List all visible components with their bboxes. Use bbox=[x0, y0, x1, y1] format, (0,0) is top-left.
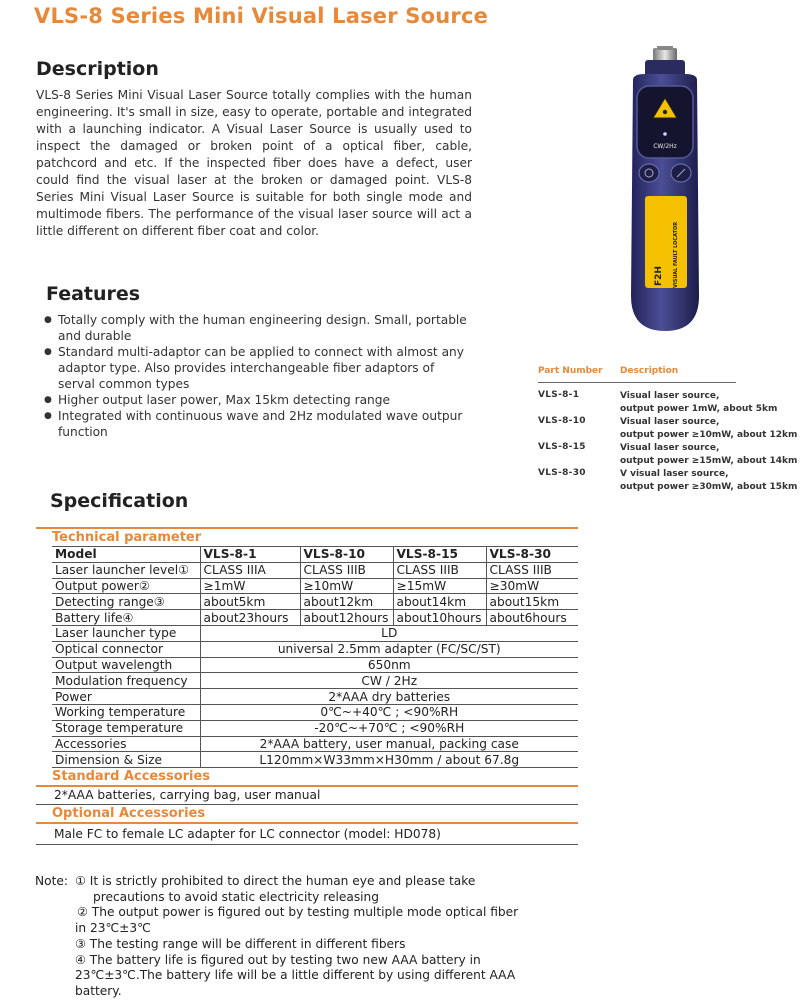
spec-cell: -20℃~+70℃ ; <90%RH bbox=[200, 720, 578, 736]
feature-item: ● Totally comply with the human engineering design. Small, portable and durable bbox=[44, 312, 474, 344]
part-desc-line: output power ≥30mW, about 15km bbox=[620, 482, 798, 492]
specification-table-block bbox=[36, 527, 578, 845]
spec-cell: ≥15mW bbox=[393, 578, 486, 594]
notes bbox=[35, 874, 535, 1000]
table-row bbox=[52, 610, 578, 626]
features-heading: Features bbox=[46, 283, 141, 305]
feature-item: ● Higher output laser power, Max 15km detecting range bbox=[44, 392, 474, 408]
spec-cell: Storage temperature bbox=[52, 720, 200, 736]
spec-cell: about5km bbox=[200, 594, 300, 610]
spec-cell: Detecting range③ bbox=[52, 594, 200, 610]
specification-heading: Specification bbox=[50, 490, 189, 512]
spec-cell: Output wavelength bbox=[52, 657, 200, 673]
part-desc-line: output power ≥15mW, about 14km bbox=[620, 456, 798, 466]
note-line: precautions to avoid static electricity releasing bbox=[93, 889, 380, 904]
optional-accessories-text: Male FC to female LC adapter for LC connector (model: HD078) bbox=[36, 824, 578, 845]
spec-table bbox=[52, 546, 578, 768]
table-row bbox=[52, 689, 578, 705]
spec-cell: L120mm×W33mm×H30mm / about 67.8g bbox=[200, 752, 578, 768]
note-line: ① It is strictly prohibited to direct the human eye and please take bbox=[75, 874, 476, 888]
table-row bbox=[52, 578, 578, 594]
description-heading: Description bbox=[36, 58, 159, 80]
spec-cell: about6hours bbox=[486, 610, 578, 626]
table-row bbox=[52, 720, 578, 736]
spec-cell: LD bbox=[200, 625, 578, 641]
spec-cell: Dimension & Size bbox=[52, 752, 200, 768]
note-line: in 23℃±3℃ bbox=[75, 921, 151, 936]
part-description-header: Description bbox=[620, 366, 679, 376]
spec-cell: Accessories bbox=[52, 736, 200, 752]
device-side-label: VISUAL FAULT LOCATOR bbox=[673, 221, 679, 288]
model-row bbox=[52, 547, 578, 563]
standard-accessories-text: 2*AAA batteries, carrying bag, user manual bbox=[36, 787, 578, 805]
technical-parameter-heading: Technical parameter bbox=[52, 530, 202, 545]
spec-cell: 0℃~+40℃ ; <90%RH bbox=[200, 704, 578, 720]
spec-cell: Output power② bbox=[52, 578, 200, 594]
notes-label: Note: bbox=[35, 874, 68, 888]
feature-item: ● Standard multi-adaptor can be applied to connect with almost any adaptor type. Also provides interchangeable fiber adaptors of serval common types bbox=[44, 344, 474, 392]
spec-cell: VLS-8-1 bbox=[200, 547, 300, 563]
spec-cell: VLS-8-15 bbox=[393, 547, 486, 563]
spec-cell: CLASS IIIB bbox=[486, 562, 578, 578]
spec-cell: Modulation frequency bbox=[52, 673, 200, 689]
spec-cell: Working temperature bbox=[52, 704, 200, 720]
spec-cell: Battery life④ bbox=[52, 610, 200, 626]
part-number: VLS-8-15 bbox=[538, 442, 586, 452]
table-row bbox=[52, 736, 578, 752]
part-number: VLS-8-10 bbox=[538, 416, 586, 426]
spec-cell: Laser launcher level① bbox=[52, 562, 200, 578]
table-row bbox=[52, 704, 578, 720]
table-row bbox=[52, 752, 578, 768]
spec-cell: about12km bbox=[300, 594, 393, 610]
features-list bbox=[44, 312, 474, 440]
part-number-header: Part Number bbox=[538, 366, 603, 376]
table-row bbox=[52, 562, 578, 578]
spec-cell: CLASS IIIB bbox=[300, 562, 393, 578]
laser-locator-device-image bbox=[615, 46, 715, 336]
device-display-label: CW/2Hz bbox=[653, 143, 677, 150]
note-line: battery. bbox=[75, 983, 122, 998]
spec-cell: about12hours bbox=[300, 610, 393, 626]
table-row bbox=[52, 673, 578, 689]
part-number: VLS-8-1 bbox=[538, 390, 580, 400]
spec-cell: 650nm bbox=[200, 657, 578, 673]
table-row bbox=[52, 657, 578, 673]
spec-cell: Model bbox=[52, 547, 200, 563]
spec-cell: VLS-8-10 bbox=[300, 547, 393, 563]
spec-cell: ≥1mW bbox=[200, 578, 300, 594]
table-row bbox=[52, 641, 578, 657]
note-line: 23℃±3℃.The battery life will be a little different by using different AAA bbox=[75, 968, 516, 983]
device-brand: F2H bbox=[654, 266, 664, 286]
spec-cell: ≥10mW bbox=[300, 578, 393, 594]
part-desc-line: output power 1mW, about 5km bbox=[620, 404, 778, 414]
part-table-header bbox=[538, 366, 736, 383]
standard-accessories-heading: Standard Accessories bbox=[52, 769, 211, 785]
spec-cell: Optical connector bbox=[52, 641, 200, 657]
table-row bbox=[52, 625, 578, 641]
spec-cell: CW / 2Hz bbox=[200, 673, 578, 689]
spec-cell: 2*AAA battery, user manual, packing case bbox=[200, 736, 578, 752]
spec-cell: VLS-8-30 bbox=[486, 547, 578, 563]
note-line: ③ The testing range will be different in different fibers bbox=[75, 936, 406, 951]
note-line: ④ The battery life is figured out by testing two new AAA battery in bbox=[75, 952, 481, 967]
description-text: VLS-8 Series Mini Visual Laser Source totally complies with the human engineering. It's small in size, easy to operate, portable and integrated with a launching indicator. A Visual Laser Source is usually used to inspect the damaged or broken point of a optical fiber, cable, patchcord and etc. If the inspected fiber does have a defect, user could find the visual laser at the broken or damaged point. VLS-8 Series Mini Visual Laser Source is suitable for both single mode and multimode fibers. The performance of the visual laser source will act a little different on different fiber coat and color. bbox=[36, 88, 472, 238]
spec-cell: Power bbox=[52, 689, 200, 705]
spec-cell: CLASS IIIB bbox=[393, 562, 486, 578]
spec-cell: Laser launcher type bbox=[52, 625, 200, 641]
part-desc-line: Visual laser source, bbox=[620, 443, 720, 453]
part-desc-line: output power ≥10mW, about 12km bbox=[620, 430, 798, 440]
page-title: VLS-8 Series Mini Visual Laser Source bbox=[34, 4, 489, 28]
spec-cell: CLASS IIIA bbox=[200, 562, 300, 578]
part-desc-line: V visual laser source, bbox=[620, 469, 729, 479]
spec-cell: ≥30mW bbox=[486, 578, 578, 594]
note-line: ② The output power is figured out by testing multiple mode optical fiber bbox=[77, 905, 519, 920]
spec-cell: about14km bbox=[393, 594, 486, 610]
table-row bbox=[52, 594, 578, 610]
spec-cell: universal 2.5mm adapter (FC/SC/ST) bbox=[200, 641, 578, 657]
spec-cell: about15km bbox=[486, 594, 578, 610]
part-desc-line: Visual laser source, bbox=[620, 391, 720, 401]
feature-item: ● Integrated with continuous wave and 2Hz modulated wave outpur function bbox=[44, 408, 474, 440]
part-number: VLS-8-30 bbox=[538, 468, 586, 478]
spec-cell: about23hours bbox=[200, 610, 300, 626]
optional-accessories-heading: Optional Accessories bbox=[52, 806, 206, 822]
part-desc-line: Visual laser source, bbox=[620, 417, 720, 427]
spec-cell: 2*AAA dry batteries bbox=[200, 689, 578, 705]
spec-cell: about10hours bbox=[393, 610, 486, 626]
